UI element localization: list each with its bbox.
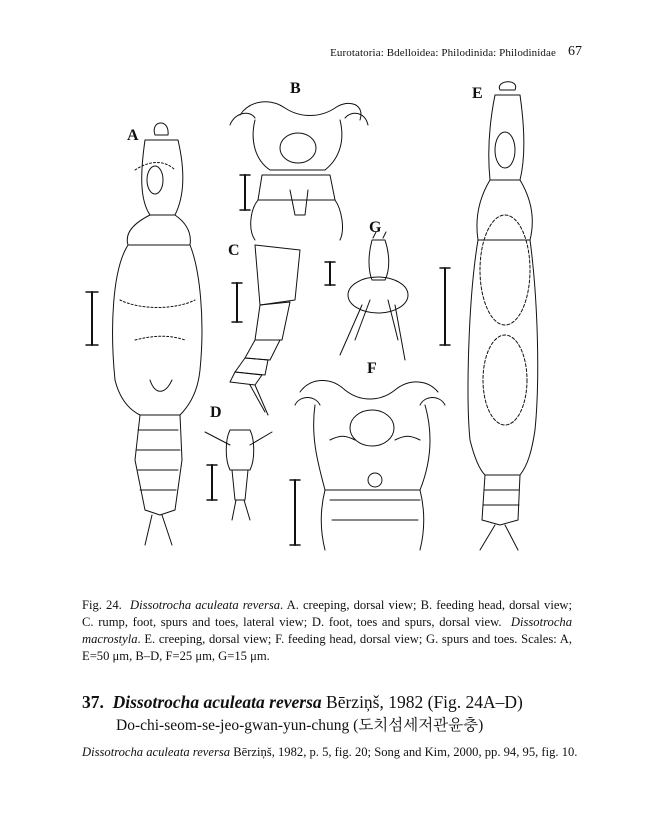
panel-g-drawing (325, 232, 408, 360)
panel-e-drawing (440, 82, 538, 550)
caption-species-2: Dissotrocha macrostyla (82, 615, 573, 646)
synonymy-line (82, 745, 582, 760)
panel-label-d: D (210, 404, 222, 421)
korean-name: Do-chi-seom-se-jeo-gwan-yun-chung (도치섬세저관윤충) (116, 717, 484, 734)
figure-caption (82, 597, 572, 665)
panel-d-drawing (205, 430, 272, 520)
species-number: 37. (82, 692, 104, 712)
panel-label-a: A (127, 127, 139, 144)
panel-c-drawing (230, 245, 300, 415)
panel-label-g: G (369, 219, 382, 236)
species-authority: Bērziņš, 1982 (Fig. 24A–D) (326, 692, 523, 712)
panel-label-b: B (290, 80, 301, 97)
panel-b-drawing (230, 102, 368, 240)
page-number: 67 (568, 44, 582, 59)
synonymy-text: Bērziņš, 1982, p. 5, fig. 20; Song and Kim, 2000, pp. 94, 95, fig. 10. (233, 745, 578, 759)
caption-fig-label: Fig. 24. (82, 598, 122, 612)
caption-species: Dissotrocha aculeata reversa (130, 598, 281, 612)
species-name: Dissotrocha aculeata reversa (112, 692, 322, 712)
running-head: Eurotatoria: Bdelloidea: Philodinida: Philodinidae (330, 47, 556, 59)
synonymy-name: Dissotrocha aculeata reversa (82, 745, 231, 759)
panel-label-e: E (472, 85, 483, 102)
panel-a-drawing (86, 123, 202, 545)
species-heading (82, 692, 523, 713)
caption-text-b: . E. creeping, dorsal view; F. feeding head, dorsal view; G. spurs and toes. Scales: A, E=50 μm, B–D, F=25 μm, G=15 μm. (82, 632, 572, 663)
panel-label-c: C (228, 242, 240, 259)
panel-f-drawing (290, 380, 445, 550)
panel-label-f: F (367, 360, 377, 377)
caption-text-a: . A. creeping, dorsal view; B. feeding head, dorsal view; C. rump, foot, spurs and toes, lateral view; D. foot, toes and spurs, dorsal view. (82, 598, 573, 629)
